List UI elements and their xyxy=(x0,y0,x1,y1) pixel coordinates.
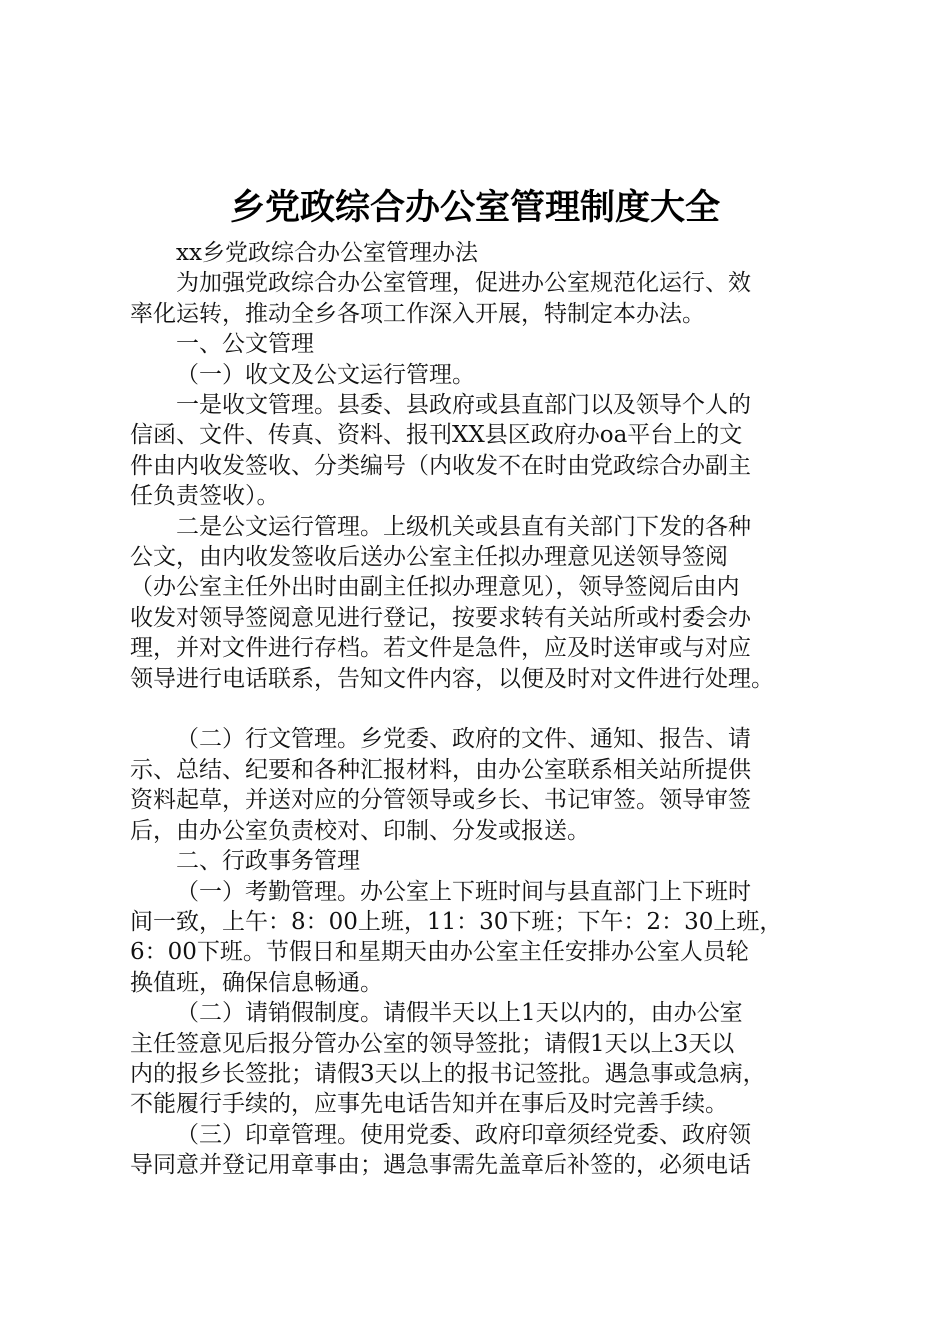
line-para-leave-1: （二）请销假制度。请假半天以上1天以内的，由办公室 xyxy=(176,1000,743,1027)
line-para-write-2: 示、总结、纪要和各种汇报材料，由办公室联系相关站所提供 xyxy=(130,756,751,783)
document-body xyxy=(130,238,830,1181)
line-para-receive-1: 一是收文管理。县委、县政府或县直部门以及领导个人的 xyxy=(176,392,751,419)
line-para-attendance-3: 6：00下班。节假日和星期天由办公室主任安排办公室人员轮 xyxy=(130,939,749,966)
line-para-attendance-4: 换值班，确保信息畅通。 xyxy=(130,969,383,996)
document-title: 乡党政综合办公室管理制度大全 xyxy=(229,188,720,228)
line-para-run-4: 收发对领导签阅意见进行登记，按要求转有关站所或村委会办 xyxy=(130,604,751,631)
line-para-write-3: 资料起草，并送对应的分管领导或乡长、书记审签。领导审签 xyxy=(130,787,751,814)
line-subsection-1-1: （一）收文及公文运行管理。 xyxy=(176,361,475,388)
line-para-receive-3: 件由内收发签收、分类编号（内收发不在时由党政综合办副主 xyxy=(130,452,751,479)
line-para-leave-2: 主任签意见后报分管办公室的领导签批；请假1天以上3天以 xyxy=(130,1030,735,1057)
line-para-seal-1: （三）印章管理。使用党委、政府印章须经党委、政府领 xyxy=(176,1121,751,1148)
line-para-run-2: 公文，由内收发签收后送办公室主任拟办理意见送领导签阅 xyxy=(130,544,728,571)
line-para-leave-4: 不能履行手续的，应事先电话告知并在事后及时完善手续。 xyxy=(130,1091,728,1118)
line-para-run-1: 二是公文运行管理。上级机关或县直有关部门下发的各种 xyxy=(176,513,751,540)
line-para-seal-2: 导同意并登记用章事由；遇急事需先盖章后补签的，必须电话 xyxy=(130,1152,751,1179)
line-para-run-3: （办公室主任外出时由副主任拟办理意见），领导签阅后由内 xyxy=(130,574,740,601)
line-para-attendance-2: 间一致，上午：8：00上班，11：30下班；下午：2：30上班， xyxy=(130,908,783,935)
line-subtitle: xx乡党政综合办公室管理办法 xyxy=(176,240,478,266)
line-para-write-1: （二）行文管理。乡党委、政府的文件、通知、报告、请 xyxy=(176,726,751,753)
line-para-write-4: 后，由办公室负责校对、印制、分发或报送。 xyxy=(130,817,590,844)
line-para-leave-3: 内的报乡长签批；请假3天以上的报书记签批。遇急事或急病， xyxy=(130,1060,766,1087)
line-para-attendance-1: （一）考勤管理。办公室上下班时间与县直部门上下班时 xyxy=(176,878,751,905)
line-para-run-6: 领导进行电话联系，告知文件内容，以便及时对文件进行处理。 xyxy=(130,665,774,692)
line-intro-2: 率化运转，推动全乡各项工作深入开展，特制定本办法。 xyxy=(130,300,705,327)
blank-line xyxy=(130,694,830,724)
line-section-2: 二、行政事务管理 xyxy=(176,848,360,875)
line-para-receive-4: 任负责签收）。 xyxy=(130,483,280,510)
line-para-run-5: 理，并对文件进行存档。若文件是急件，应及时送审或与对应 xyxy=(130,635,751,662)
line-section-1: 一、公文管理 xyxy=(176,331,314,358)
line-intro-1: 为加强党政综合办公室管理，促进办公室规范化运行、效 xyxy=(176,270,751,297)
line-para-receive-2: 信函、文件、传真、资料、报刊XX县区政府办oa平台上的文 xyxy=(130,422,743,449)
